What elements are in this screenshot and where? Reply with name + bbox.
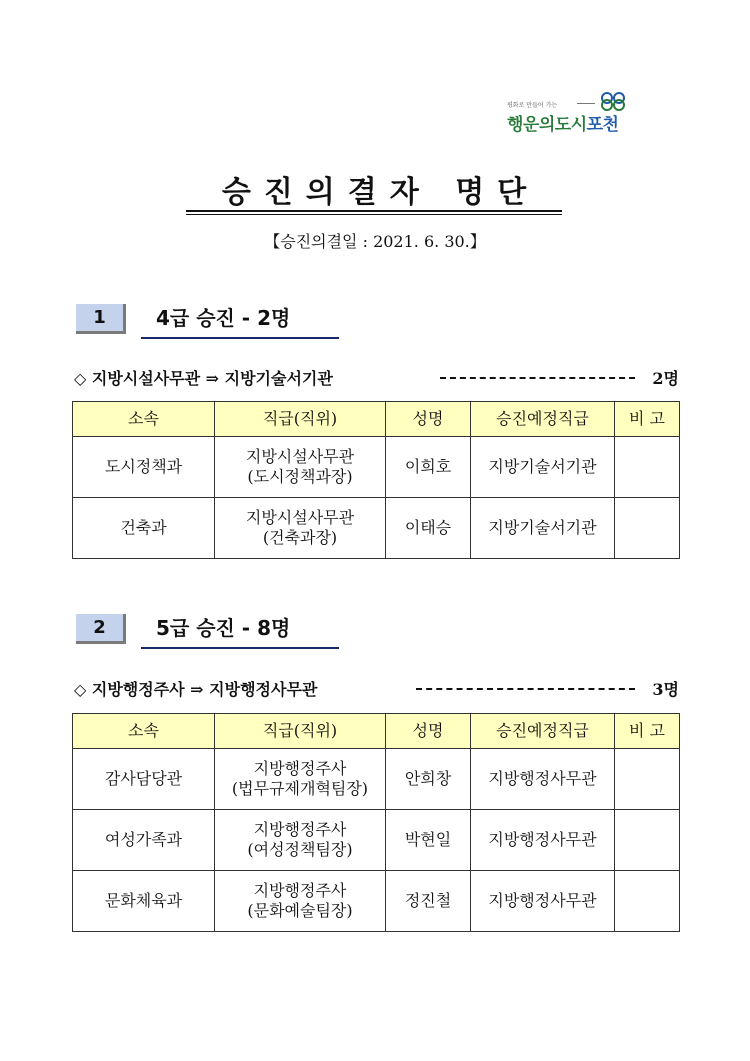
group-count: 2명 (652, 369, 679, 388)
logo-slogan-line (577, 103, 595, 104)
rank-cell: 지방시설사무관 (도시정책과장) (215, 437, 386, 498)
column-header: 승진예정직급 (471, 714, 615, 749)
table-header-row (73, 402, 680, 437)
group-heading-text: ◇ 지방시설사무관 ⇒ 지방기술서기관 (74, 369, 333, 388)
dept-cell: 건축과 (73, 498, 215, 559)
table-row (73, 810, 680, 871)
dept-cell: 감사담당관 (73, 749, 215, 810)
rank-cell: 지방행정주사 (법무규제개혁팀장) (215, 749, 386, 810)
leader-dashes (440, 377, 635, 379)
name-cell: 이희호 (386, 437, 471, 498)
note-cell (615, 871, 680, 932)
section-underline (141, 337, 339, 339)
section-number: 2 (76, 614, 126, 644)
promotion-table-2 (72, 713, 680, 932)
section-title: 5급 승진 - 8명 (156, 616, 291, 640)
decision-date: 【승진의결일 : 2021. 6. 30.】 (264, 232, 486, 251)
section-header-2 (76, 614, 346, 646)
table-row (73, 437, 680, 498)
promoted-rank-cell: 지방행정사무관 (471, 810, 615, 871)
leader-dashes (416, 688, 635, 690)
column-header: 비 고 (615, 402, 680, 437)
promotion-table-1 (72, 401, 680, 559)
rank-cell: 지방행정주사 (문화예술팀장) (215, 871, 386, 932)
promoted-rank-cell: 지방행정사무관 (471, 749, 615, 810)
dept-cell: 도시정책과 (73, 437, 215, 498)
section-number: 1 (76, 304, 126, 334)
group-heading-1 (74, 366, 679, 390)
dept-cell: 여성가족과 (73, 810, 215, 871)
section-title: 4급 승진 - 2명 (156, 306, 291, 330)
note-cell (615, 437, 680, 498)
column-header: 성명 (386, 714, 471, 749)
note-cell (615, 810, 680, 871)
promoted-rank-cell: 지방행정사무관 (471, 871, 615, 932)
title-underline (186, 210, 562, 212)
name-cell: 정진철 (386, 871, 471, 932)
logo-slogan: 평화로 만들어 가는 (507, 102, 558, 109)
clover-icon (597, 90, 629, 112)
page-title: 승진의결자 명단 (221, 175, 540, 210)
group-count: 3명 (652, 680, 679, 699)
column-header: 소속 (73, 714, 215, 749)
promoted-rank-cell: 지방기술서기관 (471, 437, 615, 498)
dept-cell: 문화체육과 (73, 871, 215, 932)
city-logo (505, 88, 665, 136)
column-header: 비 고 (615, 714, 680, 749)
table-row (73, 749, 680, 810)
column-header: 직급(직위) (215, 714, 386, 749)
table-row (73, 498, 680, 559)
column-header: 승진예정직급 (471, 402, 615, 437)
rank-cell: 지방행정주사 (여성정책팀장) (215, 810, 386, 871)
promoted-rank-cell: 지방기술서기관 (471, 498, 615, 559)
column-header: 소속 (73, 402, 215, 437)
name-cell: 안희창 (386, 749, 471, 810)
table-header-row (73, 714, 680, 749)
title-underline-thin (186, 214, 562, 215)
column-header: 성명 (386, 402, 471, 437)
column-header: 직급(직위) (215, 402, 386, 437)
logo-city-name: 행운의도시포천 (507, 115, 619, 135)
group-heading-text: ◇ 지방행정주사 ⇒ 지방행정사무관 (74, 680, 318, 699)
group-heading-2 (74, 677, 679, 701)
name-cell: 박현일 (386, 810, 471, 871)
table-row (73, 871, 680, 932)
name-cell: 이태승 (386, 498, 471, 559)
note-cell (615, 749, 680, 810)
rank-cell: 지방시설사무관 (건축과장) (215, 498, 386, 559)
section-underline (141, 647, 339, 649)
section-header-1 (76, 304, 346, 336)
note-cell (615, 498, 680, 559)
